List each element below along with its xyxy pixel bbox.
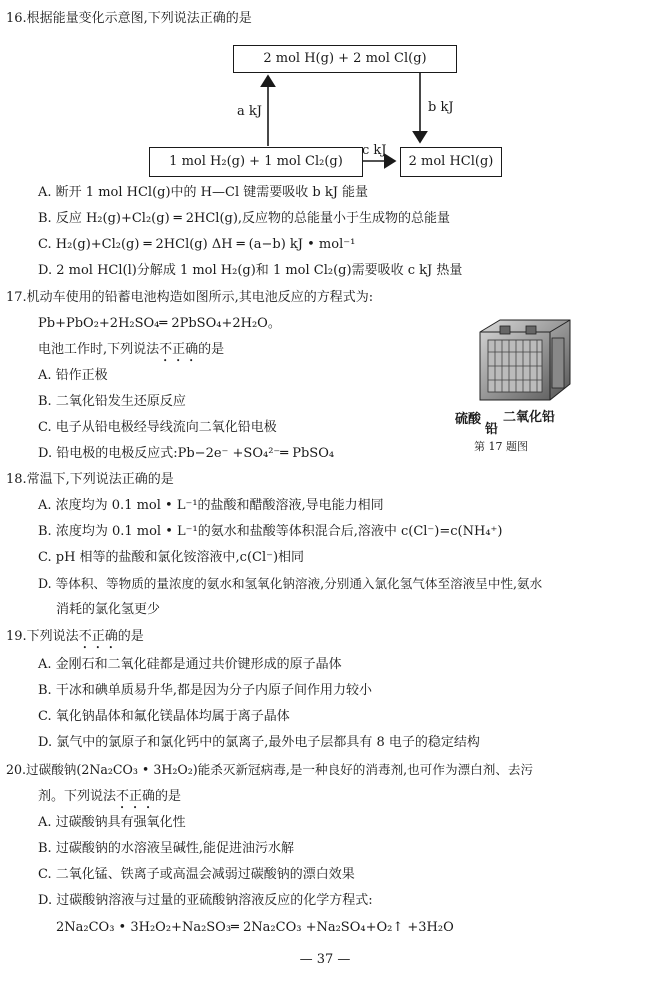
q17-option-c: C. 电子从铅电极经导线流向二氧化铅电极 <box>38 420 277 435</box>
q17-substem-suffix: 的是 <box>198 342 225 357</box>
q19-option-a: A. 金刚石和二氧化硅都是通过共价键形成的原子晶体 <box>38 657 342 672</box>
q19-stem-suffix: 的是 <box>117 629 144 644</box>
label-lead-dioxide: 二氧化铅 <box>503 410 556 425</box>
q17-stem: 17.机动车使用的铅蓄电池构造如图所示,其电池反应的方程式为: <box>6 290 374 305</box>
page-number: — 37 — <box>299 952 351 967</box>
q16-option-d: D. 2 mol HCl(l)分解成 1 mol H₂(g)和 1 mol Cl₂(g)需要吸收 c kJ 热量 <box>38 263 463 278</box>
q17-substem-prefix: 电池工作时,下列说法 <box>38 342 160 357</box>
q20-stem-cont-suffix: 的是 <box>155 789 182 804</box>
q20-option-a: A. 过碳酸钠具有强氧化性 <box>38 815 186 830</box>
right-energy-box: 2 mol HCl(g) <box>400 147 502 177</box>
q16-option-a: A. 断开 1 mol HCl(g)中的 H—Cl 键需要吸收 b kJ 能量 <box>38 185 369 200</box>
lead-battery-figure <box>470 318 580 408</box>
q18-option-d-cont: 消耗的氯化氢更少 <box>56 602 161 617</box>
q19-stem-prefix: 19.下列说法 <box>6 629 79 644</box>
q19-option-b: B. 干冰和碘单质易升华,都是因为分子内原子间作用力较小 <box>38 683 372 698</box>
q18-option-d: D. 等体积、等物质的量浓度的氨水和氢氧化钠溶液,分别通入氯化氢气体至溶液呈中性,氨水 <box>38 576 543 591</box>
q20-equation: 2Na₂CO₃ • 3H₂O₂+Na₂SO₃═ 2Na₂CO₃ +Na₂SO₄+O₂↑ +3H₂O <box>56 920 454 935</box>
label-c-kj: c kJ <box>362 143 387 158</box>
q18-option-a: A. 浓度均为 0.1 mol • L⁻¹的盐酸和醋酸溶液,导电能力相同 <box>38 498 384 513</box>
label-a-kj: a kJ <box>237 104 262 119</box>
label-b-kj: b kJ <box>428 100 454 115</box>
q19-stem <box>6 628 144 652</box>
top-energy-box: 2 mol H(g) + 2 mol Cl(g) <box>233 45 457 73</box>
q17-option-b: B. 二氧化铅发生还原反应 <box>38 394 186 409</box>
q20-option-b: B. 过碳酸钠的水溶液呈碱性,能促进油污水解 <box>38 841 294 856</box>
q18-option-b: B. 浓度均为 0.1 mol • L⁻¹的氨水和盐酸等体积混合后,溶液中 c(Cl⁻)=c(NH₄⁺) <box>38 524 503 539</box>
q16-stem: 16.根据能量变化示意图,下列说法正确的是 <box>6 11 252 26</box>
q17-substem <box>38 341 224 365</box>
q17-option-d: D. 铅电极的电极反应式:Pb−2e⁻ +SO₄²⁻═ PbSO₄ <box>38 446 335 461</box>
q19-option-c: C. 氧化钠晶体和氟化镁晶体均属于离子晶体 <box>38 709 290 724</box>
q17-substem-emphasis: 不正确 <box>159 342 199 357</box>
q17-option-a: A. 铅作正极 <box>38 368 108 383</box>
label-lead: 铅 <box>485 422 499 437</box>
figure-caption: 第 17 题图 <box>474 440 528 453</box>
label-sulfuric-acid: 硫酸 <box>455 412 482 427</box>
q19-option-d: D. 氯气中的氯原子和氯化钙中的氯离子,最外电子层都具有 8 电子的稳定结构 <box>38 735 480 750</box>
q20-stem-cont-emphasis: 不正确 <box>116 789 156 804</box>
q19-stem-emphasis: 不正确 <box>78 629 118 644</box>
q20-option-d: D. 过碳酸钠溶液与过量的亚硫酸钠溶液反应的化学方程式: <box>38 893 373 908</box>
q17-equation: Pb+PbO₂+2H₂SO₄═ 2PbSO₄+2H₂O。 <box>38 316 281 331</box>
q16-option-c: C. H₂(g)+Cl₂(g) ═ 2HCl(g) ΔH ═ (a−b) kJ • mol⁻¹ <box>38 237 356 252</box>
q20-stem-cont-prefix: 剂。下列说法 <box>38 789 117 804</box>
q20-stem-cont <box>38 788 181 812</box>
diagram-arrows <box>0 0 650 200</box>
left-energy-box: 1 mol H₂(g) + 1 mol Cl₂(g) <box>149 147 363 177</box>
q18-stem: 18.常温下,下列说法正确的是 <box>6 472 174 487</box>
q18-option-c: C. pH 相等的盐酸和氯化铵溶液中,c(Cl⁻)相同 <box>38 550 305 565</box>
q20-stem: 20.过碳酸钠(2Na₂CO₃ • 3H₂O₂)能杀灭新冠病毒,是一种良好的消毒剂,也可作为漂白剂、去污 <box>6 762 534 777</box>
q16-option-b: B. 反应 H₂(g)+Cl₂(g) ═ 2HCl(g),反应物的总能量小于生成物的总能量 <box>38 211 451 226</box>
q20-option-c: C. 二氧化锰、铁离子或高温会减弱过碳酸钠的漂白效果 <box>38 867 355 882</box>
